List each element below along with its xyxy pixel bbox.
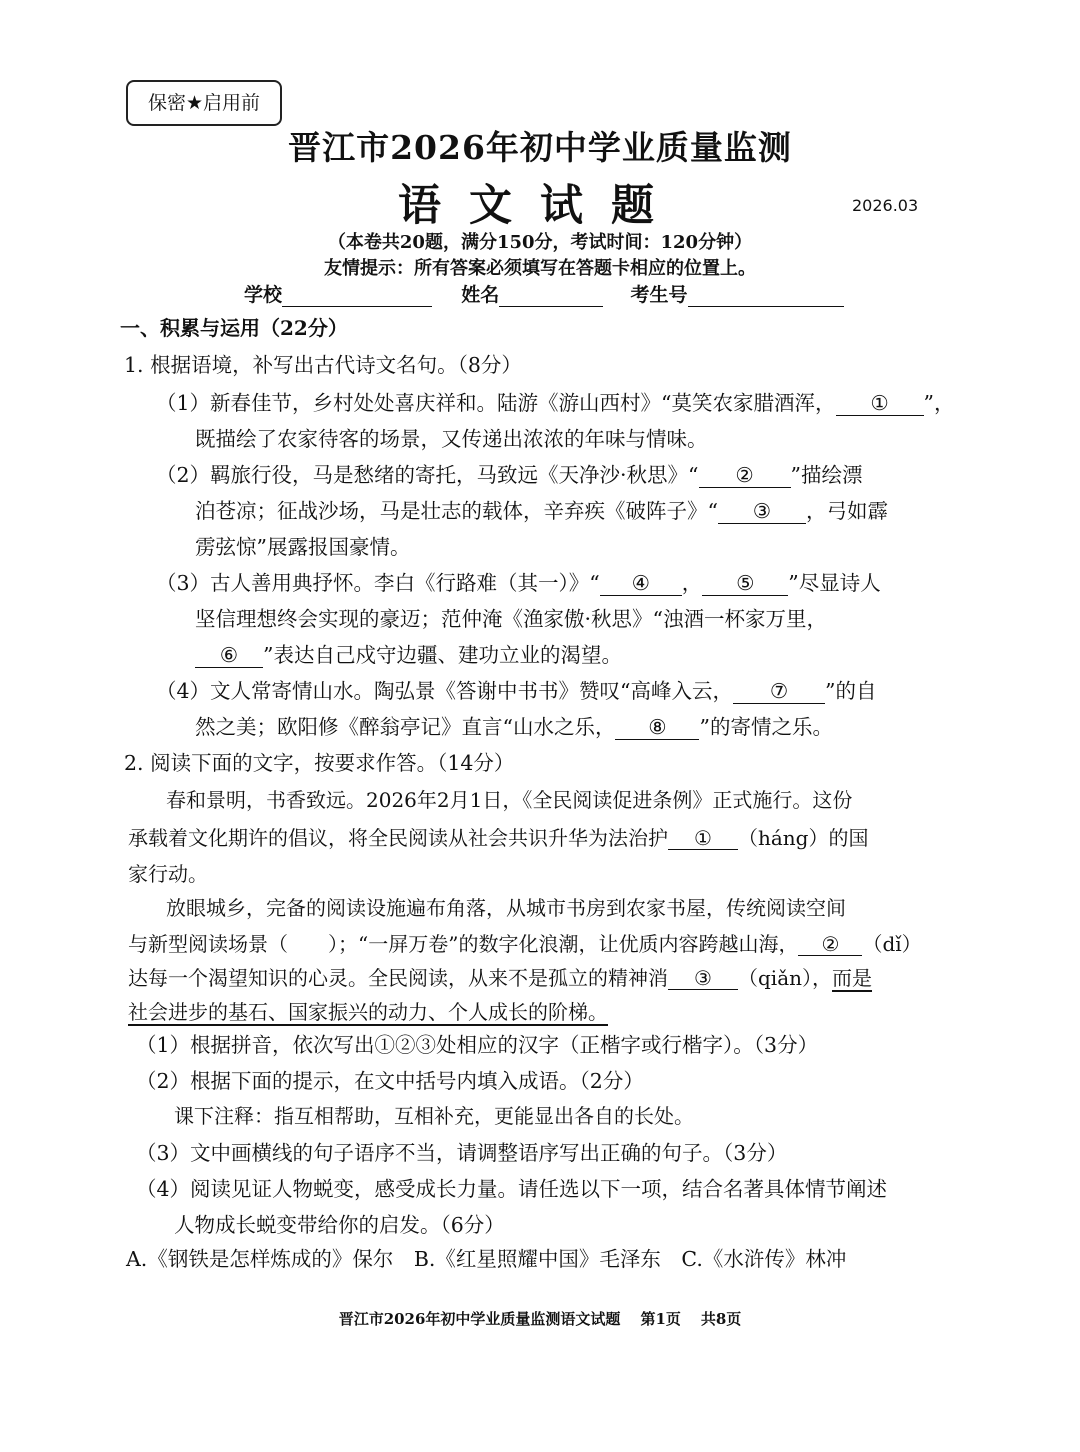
section-title: 一、积累与运用（22分）: [120, 316, 348, 340]
passage1-line2: 承载着文化期许的倡议，将全民阅读从社会共识升华为法治护 ① （háng）的国: [128, 826, 869, 850]
blank-4: ④: [600, 572, 682, 596]
id-blank: [688, 286, 844, 307]
school-label: 学校: [244, 284, 283, 306]
pinyin-blank-1: ①: [668, 827, 738, 850]
blank-1: ①: [836, 392, 924, 416]
underlined-sentence: 社会进步的基石、国家振兴的动力、个人成长的阶梯。: [128, 1000, 608, 1024]
name-blank: [499, 286, 603, 307]
q1-part2-line2: 泊苍凉；征战沙场，马是壮志的载体，辛弃疾《破阵子》“ ③ ，弓如霹: [195, 499, 888, 523]
exam-tip: 友情提示：所有答案必须填写在答题卡相应的位置上。: [324, 258, 756, 279]
blank-3: ③: [718, 500, 806, 524]
q2-sub4-line1: （4）阅读见证人物蜕变，感受成长力量。请任选以下一项，结合名著具体情节阐述: [136, 1177, 888, 1201]
footer-total: 共8页: [700, 1310, 742, 1328]
q2-sub3: （3）文中画横线的句子语序不当，请调整语序写出正确的句子。（3分）: [136, 1141, 788, 1165]
passage2-line2: 与新型阅读场景（ ）；“一屏万卷”的数字化浪潮，让优质内容跨越山海， ② （dǐ）: [128, 932, 922, 956]
passage2-line1: 放眼城乡，完备的阅读设施遍布角落，从城市书房到农家书屋，传统阅读空间: [166, 896, 846, 920]
footer-title: 晋江市2026年初中学业质量监测语文试题: [338, 1310, 621, 1328]
blank-2: ②: [699, 464, 791, 488]
q2-sub2: （2）根据下面的提示，在文中括号内填入成语。（2分）: [136, 1069, 644, 1093]
q1-part1-line2: 既描绘了农家待客的场景，又传递出浓浓的年味与情味。: [195, 427, 708, 451]
pinyin-blank-3: ③: [668, 967, 738, 990]
passage1-line1: 春和景明，书香致远。2026年2月1日，《全民阅读促进条例》正式施行。这份: [166, 788, 853, 812]
passage1-line3: 家行动。: [128, 862, 208, 886]
q1-part1-line1: （1）新春佳节，乡村处处喜庆祥和。陆游《游山西村》“莫笑农家腊酒浑， ① ”，: [156, 391, 955, 415]
exam-date: 2026.03: [852, 196, 919, 215]
page-footer: [0, 1308, 1080, 1329]
pinyin-blank-2: ②: [798, 933, 862, 956]
id-label: 考生号: [630, 284, 688, 306]
blank-5: ⑤: [702, 572, 788, 596]
q2-sub4-line2: 人物成长蜕变带给你的启发。（6分）: [174, 1213, 505, 1237]
exam-title: 晋江市2026年初中学业质量监测: [288, 128, 792, 167]
candidate-fields: [244, 280, 844, 307]
name-label: 姓名: [461, 284, 500, 306]
confidential-stamp: 保密★启用前: [126, 80, 282, 126]
blank-6: ⑥: [195, 644, 263, 668]
q1-part3-line1: （3）古人善用典抒怀。李白《行路难（其一）》“ ④ ， ⑤ ”尽显诗人: [156, 571, 881, 595]
underlined-sentence-start: 而是: [832, 966, 873, 990]
q1-part4-line2: 然之美；欧阳修《醉翁亭记》直言“山水之乐， ⑧ ”的寄情之乐。: [195, 715, 833, 739]
q2-options: A.《钢铁是怎样炼成的》保尔 B.《红星照耀中国》毛泽东 C.《水浒传》林冲: [126, 1247, 847, 1271]
q1-part3-line3: ⑥ ”表达自己戍守边疆、建功立业的渴望。: [195, 638, 622, 668]
passage2-line4: [128, 996, 608, 1025]
blank-8: ⑧: [615, 716, 699, 740]
q1-part2-line3: 雳弦惊”展露报国豪情。: [195, 535, 411, 559]
blank-7: ⑦: [733, 680, 825, 704]
q2-hint: 课下注释：指互相帮助，互相补充，更能显出各自的长处。: [174, 1104, 694, 1128]
q2-sub1: （1）根据拼音，依次写出①②③处相应的汉字（正楷字或行楷字）。（3分）: [136, 1033, 819, 1057]
footer-page: 第1页: [640, 1310, 681, 1328]
school-blank: [282, 286, 432, 307]
question-2-stem: 2. 阅读下面的文字，按要求作答。（14分）: [124, 751, 515, 775]
passage2-line3: 达每一个渴望知识的心灵。全民阅读，从来不是孤立的精神消 ③ （qiǎn），而是: [128, 966, 873, 990]
q1-part3-line2: 坚信理想终会实现的豪迈；范仲淹《渔家傲·秋思》“浊酒一杯家万里，: [195, 607, 827, 631]
exam-info: （本卷共20题，满分150分，考试时间：120分钟）: [327, 232, 753, 253]
subject-title: 语文试题: [398, 181, 682, 231]
q1-part4-line1: （4）文人常寄情山水。陶弘景《答谢中书书》赞叹“高峰入云， ⑦ ”的自: [156, 679, 877, 703]
q1-part2-line1: （2）羁旅行役，马是愁绪的寄托，马致远《天净沙·秋思》“ ② ”描绘漂: [156, 463, 863, 487]
question-1-stem: 1. 根据语境，补写出古代诗文名句。（8分）: [124, 353, 522, 377]
